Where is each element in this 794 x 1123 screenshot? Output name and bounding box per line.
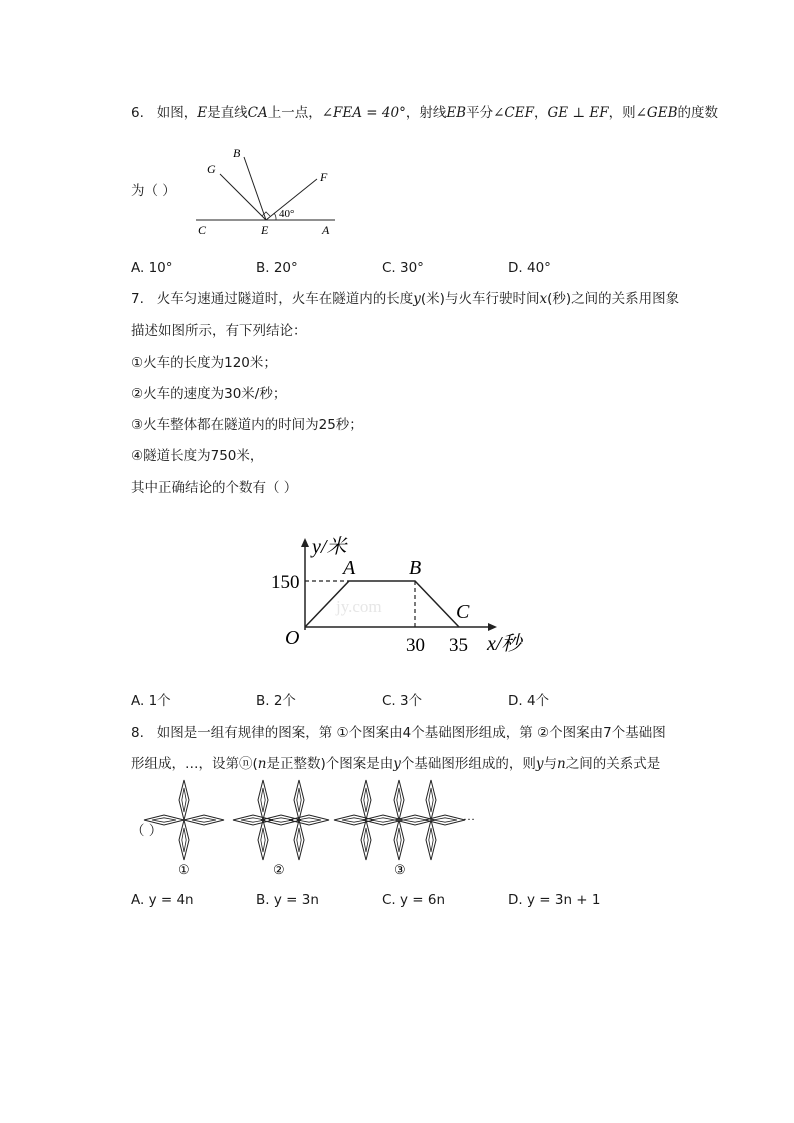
q6-option-d[interactable]: D. 40° bbox=[508, 260, 551, 276]
q6-number: 6. bbox=[131, 105, 144, 121]
angle-arc-40 bbox=[274, 213, 276, 220]
y-axis-label: y/米 bbox=[312, 536, 347, 558]
q8-stem-line3: （ ） bbox=[131, 823, 163, 839]
q8-option-a[interactable]: A. y = 4n bbox=[131, 892, 194, 908]
q8-stem-line2: 形组成，…，设第ⓝ(n是正整数)个图案是由y个基础图形组成的，则y与n之间的关系式是 bbox=[131, 756, 661, 772]
q7-stem-line2: 描述如图所示，有下列结论： bbox=[131, 323, 307, 339]
y-tick-150: 150 bbox=[271, 572, 300, 593]
label-angle-40: 40° bbox=[279, 208, 295, 220]
graph-watermark: jy.com bbox=[336, 597, 382, 616]
point-c-label: C bbox=[456, 601, 470, 623]
q6-option-a[interactable]: A. 10° bbox=[131, 260, 173, 276]
label-a: A bbox=[322, 223, 330, 237]
x-axis-arrow bbox=[488, 623, 497, 631]
x-tick-30: 30 bbox=[406, 635, 425, 656]
pattern-label-2: ② bbox=[273, 862, 285, 877]
q7-conclusion-3: ③火车整体都在隧道内的时间为25秒； bbox=[131, 417, 363, 433]
q6-stem-line2: 为（ ） bbox=[131, 183, 176, 199]
q6-option-b[interactable]: B. 20° bbox=[256, 260, 298, 276]
q7-question: 其中正确结论的个数有（ ） bbox=[131, 480, 298, 496]
pattern-1 bbox=[144, 780, 224, 860]
pattern-ellipsis: … bbox=[463, 809, 475, 823]
q8-option-d[interactable]: D. y = 3n + 1 bbox=[508, 892, 601, 908]
label-b: B bbox=[233, 146, 241, 160]
point-a-label: A bbox=[343, 557, 356, 579]
q8-pattern-figure bbox=[140, 786, 500, 881]
q7-graph bbox=[268, 532, 528, 662]
q8-option-b[interactable]: B. y = 3n bbox=[256, 892, 319, 908]
q6-option-c[interactable]: C. 30° bbox=[382, 260, 424, 276]
x-axis-label: x/秒 bbox=[487, 633, 522, 655]
q7-option-c[interactable]: C. 3个 bbox=[382, 693, 423, 709]
ray-eb bbox=[244, 157, 266, 220]
q7-option-b[interactable]: B. 2个 bbox=[256, 693, 296, 709]
x-tick-35: 35 bbox=[449, 635, 468, 656]
q7-conclusion-1: ①火车的长度为120米； bbox=[131, 355, 277, 371]
point-b-label: B bbox=[409, 557, 422, 579]
q8-option-c[interactable]: C. y = 6n bbox=[382, 892, 446, 908]
q6-angle-figure bbox=[192, 142, 342, 242]
q7-option-d[interactable]: D. 4个 bbox=[508, 693, 550, 709]
ray-eg bbox=[220, 174, 266, 220]
q7-conclusion-2: ②火车的速度为30米/秒； bbox=[131, 386, 287, 402]
label-c: C bbox=[198, 223, 207, 237]
pattern-2 bbox=[233, 780, 329, 860]
pattern-label-3: ③ bbox=[394, 862, 406, 877]
label-e: E bbox=[261, 223, 269, 237]
q8-number: 8. bbox=[131, 725, 144, 741]
pattern-3 bbox=[334, 780, 465, 860]
label-g: G bbox=[207, 162, 216, 176]
y-axis-arrow bbox=[301, 538, 309, 547]
q6-stem-line1: 6. 如图，E是直线CA上一点，∠FEA = 40°，射线EB平分∠CEF，GE ⊥ EF，则∠GEB的度数 bbox=[131, 105, 718, 121]
q8-stem-line1: 8. 如图是一组有规律的图案，第 ①个图案由4个基础图形组成，第 ②个图案由7个基础图 bbox=[131, 725, 666, 741]
q7-stem-line1: 7. 火车匀速通过隧道时，火车在隧道内的长度y(米)与火车行驶时间x(秒)之间的关系用图象 bbox=[131, 291, 680, 307]
pattern-label-1: ① bbox=[178, 862, 190, 877]
q7-option-a[interactable]: A. 1个 bbox=[131, 693, 171, 709]
label-f: F bbox=[320, 170, 328, 184]
q7-number: 7. bbox=[131, 291, 144, 307]
origin-label: O bbox=[285, 627, 300, 649]
graph-line bbox=[305, 581, 459, 627]
q7-conclusion-4: ④隧道长度为750米， bbox=[131, 448, 264, 464]
